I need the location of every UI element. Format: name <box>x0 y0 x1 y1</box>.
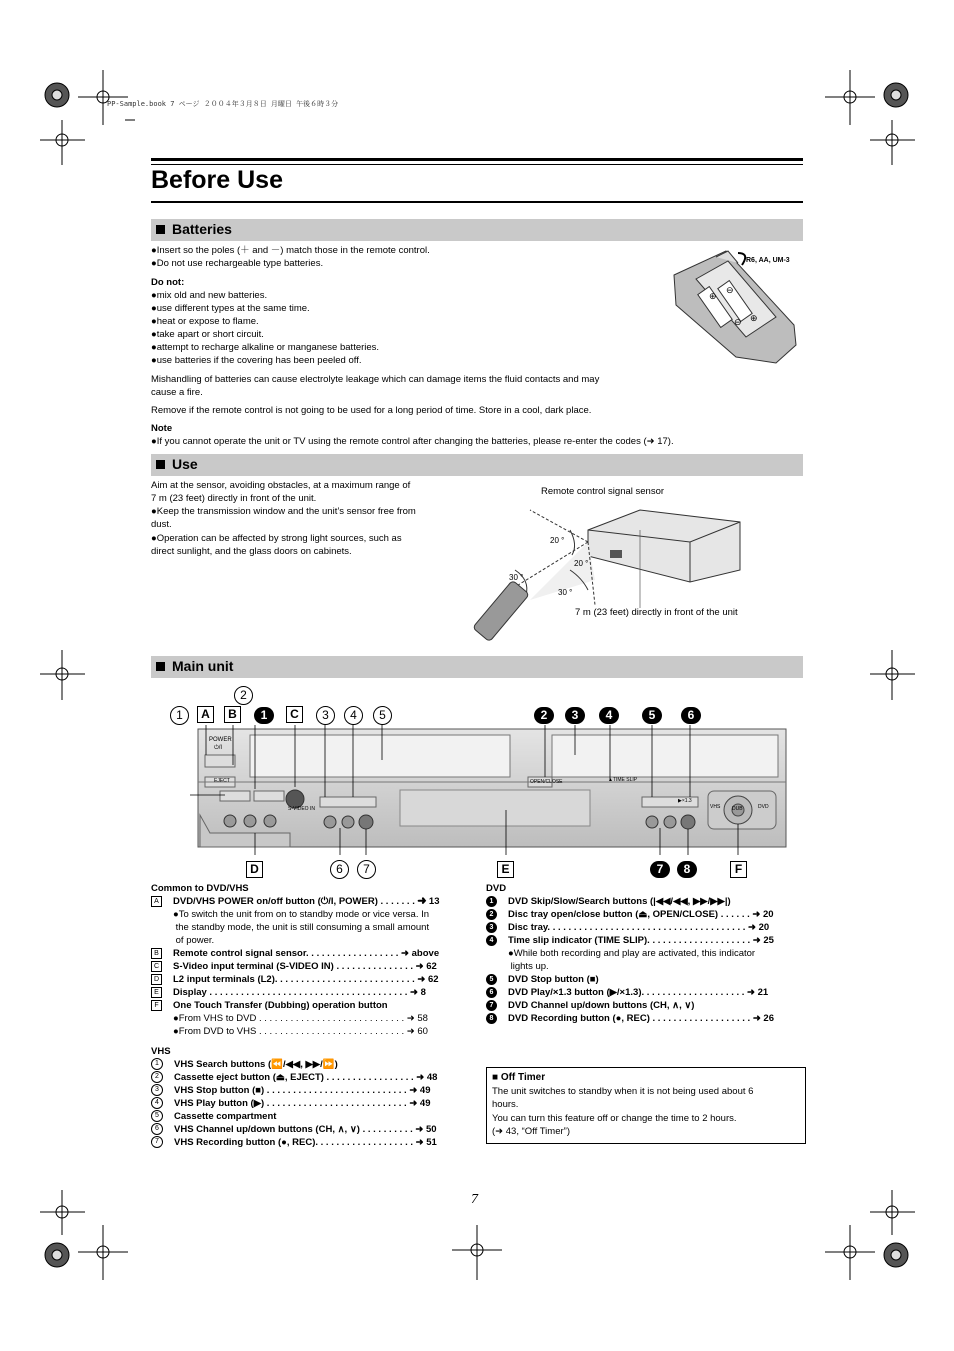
x13-label: ▶×1.3 <box>678 798 692 804</box>
index-marker: 2 <box>486 909 497 920</box>
callout-dvd-3: 3 <box>565 707 585 724</box>
mishandling-text: cause a fire. <box>151 387 203 398</box>
index-text: DVD Recording button (●, REC) . . . . . . . . . . . . . . . . . . . ➜ 26 <box>508 1013 774 1024</box>
index-text: L2 input terminals (L2). . . . . . . . . . . . . . . . . . . . . . . . . . . ➜ 62 <box>173 974 439 985</box>
callout-dvd-4: 4 <box>599 707 619 724</box>
title-rule <box>151 158 803 161</box>
callout-a: A <box>197 706 214 723</box>
index-marker: 7 <box>151 1136 163 1148</box>
index-entry <box>151 921 429 934</box>
battery-type-label: R6, AA, UM-3 <box>746 257 790 264</box>
index-entry <box>151 934 214 947</box>
power-symbol: ⏻/I <box>214 745 223 751</box>
battery-instruction: ●Insert so the poles (＋ and －) match those in the remote control. <box>151 245 430 256</box>
use-text: ●Keep the transmission window and the unit’s sensor free from <box>151 506 416 517</box>
battery-instruction: ●Do not use rechargeable type batteries. <box>151 258 324 269</box>
angle-label: 30 ° <box>558 588 573 597</box>
svg-text:⊕: ⊕ <box>750 313 758 323</box>
index-entry <box>151 895 440 908</box>
vhs-heading: VHS <box>151 1046 171 1057</box>
callout-vhs-5: 5 <box>373 706 392 725</box>
eject-label: EJECT <box>214 778 230 784</box>
section-heading: Use <box>172 456 198 472</box>
index-entry <box>151 1136 437 1149</box>
callout-d: D <box>246 861 263 878</box>
off-timer-heading: ■ Off Timer <box>492 1072 546 1083</box>
callout-f: F <box>730 861 747 878</box>
index-marker: 1 <box>151 1058 163 1070</box>
title-rule <box>151 164 803 165</box>
index-entry <box>151 999 388 1012</box>
callout-dvd-8: 8 <box>677 861 697 878</box>
index-marker: 5 <box>151 1110 163 1122</box>
index-entry <box>151 973 439 986</box>
callout-vhs-1: 1 <box>170 706 189 725</box>
remove-text: Remove if the remote control is not going to be used for a long period of time. Store in a cool, dark place. <box>151 405 592 416</box>
page-number: 7 <box>471 1192 478 1207</box>
index-entry <box>486 1012 774 1025</box>
off-timer-text: The unit switches to standby when it is not being used about 6 <box>492 1086 754 1097</box>
callout-b: B <box>224 706 241 723</box>
index-entry <box>486 973 599 986</box>
donot-item: ●heat or expose to flame. <box>151 316 259 327</box>
index-marker: 3 <box>486 922 497 933</box>
index-text: DVD Stop button (■) <box>508 974 599 985</box>
svg-text:⊖: ⊖ <box>734 317 742 327</box>
index-text: S-Video input terminal (S-VIDEO IN) . . . . . . . . . . . . . . . ➜ 62 <box>173 961 437 972</box>
callout-vhs-3: 3 <box>316 706 335 725</box>
index-entry <box>486 921 769 934</box>
index-entry <box>151 947 439 960</box>
off-timer-text: hours. <box>492 1099 519 1110</box>
index-text: DVD Channel up/down buttons (CH, ∧, ∨) <box>508 1000 695 1011</box>
index-text: ●While both recording and play are activated, this indicator <box>508 948 756 959</box>
dub-label: DUB <box>732 806 743 812</box>
index-marker: 4 <box>151 1097 163 1109</box>
section-bar-use <box>151 454 803 476</box>
index-marker: A <box>151 896 162 907</box>
callout-vhs-7: 7 <box>357 860 376 879</box>
dvd-heading: DVD <box>486 883 507 894</box>
angle-label: 20 ° <box>574 559 589 568</box>
index-entry <box>486 895 731 908</box>
index-entry <box>151 908 429 921</box>
index-text: VHS Recording button (●, REC). . . . . . . . . . . . . . . . . . . ➜ 51 <box>174 1137 437 1148</box>
off-timer-text: (➜ 43, “Off Timer”) <box>492 1126 570 1137</box>
use-text: Aim at the sensor, avoiding obstacles, at a maximum range of <box>151 480 411 491</box>
callout-e: E <box>497 861 514 878</box>
page-title: Before Use <box>151 166 283 194</box>
index-text: Disc tray open/close button (⏏, OPEN/CLOSE) . . . . . . ➜ 20 <box>508 909 774 920</box>
angle-label: 20 ° <box>550 536 565 545</box>
index-text: One Touch Transfer (Dubbing) operation button <box>173 1000 388 1011</box>
index-marker: 3 <box>151 1084 163 1096</box>
index-entry <box>151 1123 437 1136</box>
index-text: DVD Skip/Slow/Search buttons (|◀◀/◀◀, ▶▶/▶▶|) <box>508 896 731 907</box>
index-entry <box>151 1084 431 1097</box>
callout-vhs-2: 2 <box>234 686 253 705</box>
donot-item: ●use different types at the same time. <box>151 303 310 314</box>
index-text: the standby mode, the unit is still consuming a small amount <box>173 922 430 933</box>
donot-item: ●mix old and new batteries. <box>151 290 268 301</box>
callout-dvd-6: 6 <box>681 707 701 724</box>
open-close-label: OPEN/CLOSE <box>530 779 563 785</box>
svg-text:⊕: ⊕ <box>709 291 717 301</box>
vhs-dub-label: VHS <box>710 804 721 810</box>
square-bullet-icon <box>156 225 165 234</box>
callout-dvd-7: 7 <box>650 861 670 878</box>
index-entry <box>151 1071 437 1084</box>
svideo-label: S-VIDEO IN <box>288 806 315 812</box>
index-text: Disc tray. . . . . . . . . . . . . . . . . . . . . . . . . . . . . . . . . . . . . . ➜ 20 <box>508 922 770 933</box>
use-text: ●Operation can be affected by strong light sources, such as <box>151 533 402 544</box>
index-text: of power. <box>173 935 215 946</box>
note-text: ●If you cannot operate the unit or TV using the remote control after changing the batteries, please re-enter the codes (➜ 17). <box>151 436 674 447</box>
angle-label: 30 ° <box>509 573 524 582</box>
index-entry <box>486 947 755 960</box>
index-marker: 5 <box>486 974 497 985</box>
index-marker: 7 <box>486 1000 497 1011</box>
file-header-line: PP-Sample.book 7 ページ ２００４年３月８日 月曜日 午後６時３分 <box>107 100 339 108</box>
square-bullet-icon <box>156 460 165 469</box>
index-text: VHS Channel up/down buttons (CH, ∧, ∨) . . . . . . . . . . ➜ 50 <box>174 1124 437 1135</box>
index-marker: E <box>151 987 162 998</box>
title-rule <box>151 201 803 203</box>
index-entry <box>486 934 774 947</box>
off-timer-text: You can turn this feature off or change the time to 2 hours. <box>492 1113 737 1124</box>
section-heading: Main unit <box>172 658 234 674</box>
mishandling-text: Mishandling of batteries can cause electrolyte leakage which can damage items the fluid contacts and may <box>151 374 600 385</box>
donot-item: ●take apart or short circuit. <box>151 329 264 340</box>
use-text: 7 m (23 feet) directly in front of the unit. <box>151 493 317 504</box>
index-text: lights up. <box>508 961 549 972</box>
time-slip-label: ▲TIME SLIP <box>608 777 638 783</box>
index-marker: C <box>151 961 162 972</box>
index-text: Display . . . . . . . . . . . . . . . . . . . . . . . . . . . . . . . . . . . . . . ➜ 8 <box>173 987 426 998</box>
callout-dvd-5: 5 <box>642 707 662 724</box>
note-heading: Note <box>151 423 173 434</box>
index-marker: B <box>151 948 162 959</box>
index-text: ●From VHS to DVD . . . . . . . . . . . . . . . . . . . . . . . . . . . . ➜ 58 <box>173 1013 428 1024</box>
index-text: DVD Play/×1.3 button (▶/×1.3). . . . . . . . . . . . . . . . . . . . ➜ 21 <box>508 987 769 998</box>
callout-vhs-4: 4 <box>344 706 363 725</box>
main-unit-front-panel <box>190 725 790 855</box>
index-entry <box>151 1110 276 1123</box>
sensor-label: Remote control signal sensor <box>541 486 665 497</box>
index-entry <box>486 999 694 1012</box>
callout-dvd-1: 1 <box>254 707 274 724</box>
index-text: DVD/VHS POWER on/off button (⏻/I, POWER) . . . . . . . ➜ 13 <box>173 896 440 907</box>
index-marker: 6 <box>151 1123 163 1135</box>
index-text: VHS Search buttons (⏪/◀◀, ▶▶/⏩) <box>174 1059 338 1070</box>
index-text: Time slip indicator (TIME SLIP). . . . . . . . . . . . . . . . . . . . ➜ 25 <box>508 935 774 946</box>
index-entry <box>151 986 426 999</box>
donot-item: ●use batteries if the covering has been peeled off. <box>151 355 362 366</box>
index-entry <box>151 1058 338 1071</box>
index-marker: 1 <box>486 896 497 907</box>
section-bar-main-unit <box>151 656 803 678</box>
index-text: ●From DVD to VHS . . . . . . . . . . . . . . . . . . . . . . . . . . . . ➜ 60 <box>173 1026 428 1037</box>
index-text: VHS Play button (▶) . . . . . . . . . . . . . . . . . . . . . . . . . . . ➜ 49 <box>174 1098 431 1109</box>
index-text: VHS Stop button (■) . . . . . . . . . . . . . . . . . . . . . . . . . . . ➜ 49 <box>174 1085 431 1096</box>
dvd-dub-label: DVD <box>758 804 769 810</box>
section-bar-batteries <box>151 219 803 241</box>
donot-item: ●attempt to recharge alkaline or manganese batteries. <box>151 342 380 353</box>
index-entry <box>151 960 437 973</box>
index-text: ●To switch the unit from on to standby mode or vice versa. In <box>173 909 430 920</box>
callout-dvd-2: 2 <box>534 707 554 724</box>
index-entry <box>151 1012 428 1025</box>
use-text: dust. <box>151 519 172 530</box>
index-marker: D <box>151 974 162 985</box>
common-heading: Common to DVD/VHS <box>151 883 249 894</box>
index-entry <box>486 960 549 973</box>
index-text: Cassette eject button (⏏, EJECT) . . . . . . . . . . . . . . . . . ➜ 48 <box>174 1072 438 1083</box>
callout-vhs-6: 6 <box>330 860 349 879</box>
off-timer-box <box>486 1067 806 1144</box>
index-text: Cassette compartment <box>174 1111 277 1122</box>
index-text: Remote control signal sensor. . . . . . . . . . . . . . . . . . ➜ above <box>173 948 440 959</box>
index-entry <box>151 1025 428 1038</box>
index-marker: 8 <box>486 1013 497 1024</box>
use-text: direct sunlight, and the glass doors on cabinets. <box>151 546 352 557</box>
index-entry <box>151 1097 431 1110</box>
index-marker: F <box>151 1000 162 1011</box>
svg-text:⊖: ⊖ <box>726 285 734 295</box>
index-marker: 2 <box>151 1071 163 1083</box>
section-heading: Batteries <box>172 221 232 237</box>
square-bullet-icon <box>156 662 165 671</box>
power-label: POWER <box>209 737 232 743</box>
donot-heading: Do not: <box>151 277 185 288</box>
callout-c: C <box>286 706 303 723</box>
range-label: 7 m (23 feet) directly in front of the unit <box>575 607 738 618</box>
index-marker: 4 <box>486 935 497 946</box>
index-entry <box>486 908 774 921</box>
index-marker: 6 <box>486 987 497 998</box>
index-entry <box>486 986 768 999</box>
